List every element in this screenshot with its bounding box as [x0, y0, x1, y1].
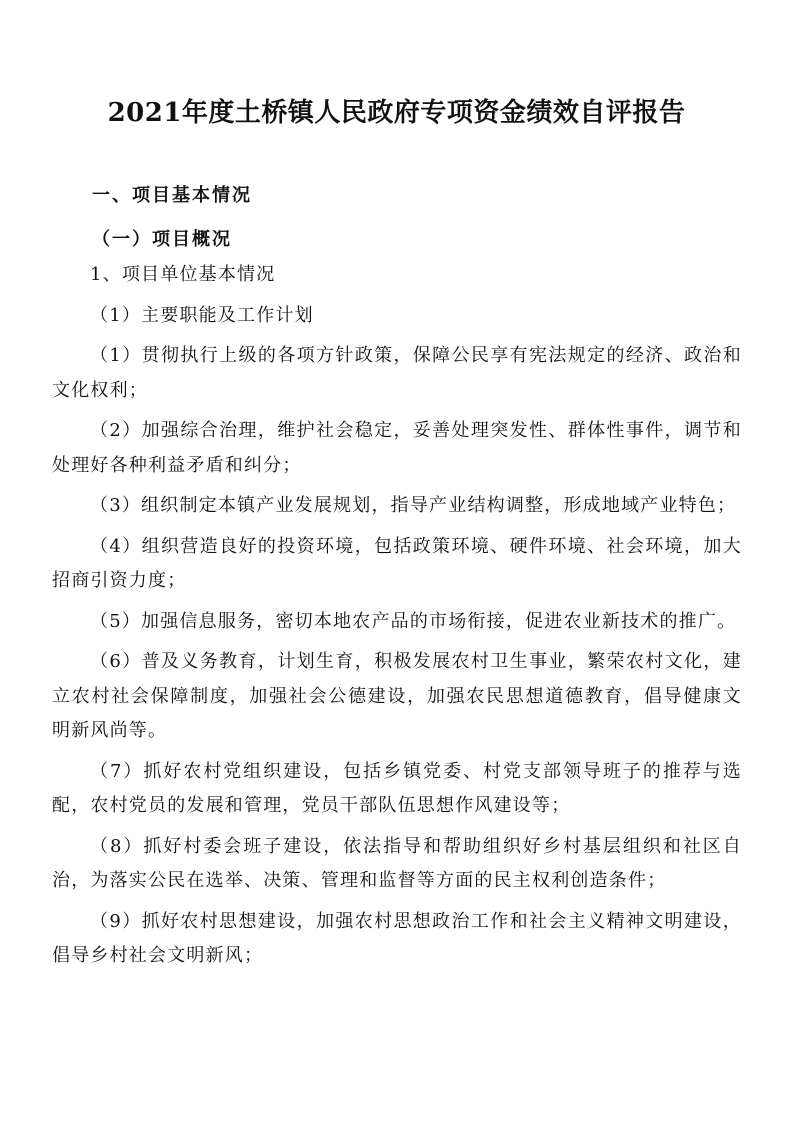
document-title: 2021年度土桥镇人民政府专项资金绩效自评报告: [107, 98, 686, 128]
section-heading: 一、项目基本情况: [92, 185, 252, 206]
paragraph-item-3: （3）组织制定本镇产业发展规划，指导产业结构调整，形成地域产业特色；: [90, 495, 737, 516]
paragraph-duties-heading: （1）主要职能及工作计划: [90, 304, 314, 326]
paragraph-item-1: （1）贯彻执行上级的各项方针政策，保障公民享有宪法规定的经济、政治和文化权利；: [52, 345, 742, 401]
paragraph-unit-info: 1、项目单位基本情况: [90, 264, 276, 285]
paragraph-item-8: （8）抓好村委会班子建设，依法指导和帮助组织好乡村基层组织和社区自治，为落实公民在选举、决策、管理和监督等方面的民主权利创造条件；: [52, 835, 742, 891]
paragraph-item-4: （4）组织营造良好的投资环境，包括政策环境、硬件环境、社会环境，加大招商引资力度；: [52, 535, 742, 591]
paragraph-item-6: （6）普及义务教育，计划生育，积极发展农村卫生事业，繁荣农村文化，建立农村社会保障制度，加强社会公德建设，加强农民思想道德教育，倡导健康文明新风尚等。: [52, 651, 742, 741]
paragraph-item-5: （5）加强信息服务，密切本地农产品的市场衔接，促进农业新技术的推广。: [90, 610, 737, 632]
document-body: [52, 258, 742, 980]
paragraph-item-2: （2）加强综合治理，维护社会稳定，妥善处理突发性、群体性事件，调节和处理好各种利益矛盾和纠分；: [52, 420, 742, 476]
paragraph-item-9: （9）抓好农村思想建设，加强农村思想政治工作和社会主义精神文明建设，倡导乡村社会文明新风；: [52, 910, 742, 966]
subsection-heading: （一）项目概况: [92, 229, 232, 250]
paragraph-item-7: （7）抓好农村党组织建设，包括乡镇党委、村党支部领导班子的推荐与选配，农村党员的发展和管理，党员干部队伍思想作风建设等；: [52, 760, 742, 816]
